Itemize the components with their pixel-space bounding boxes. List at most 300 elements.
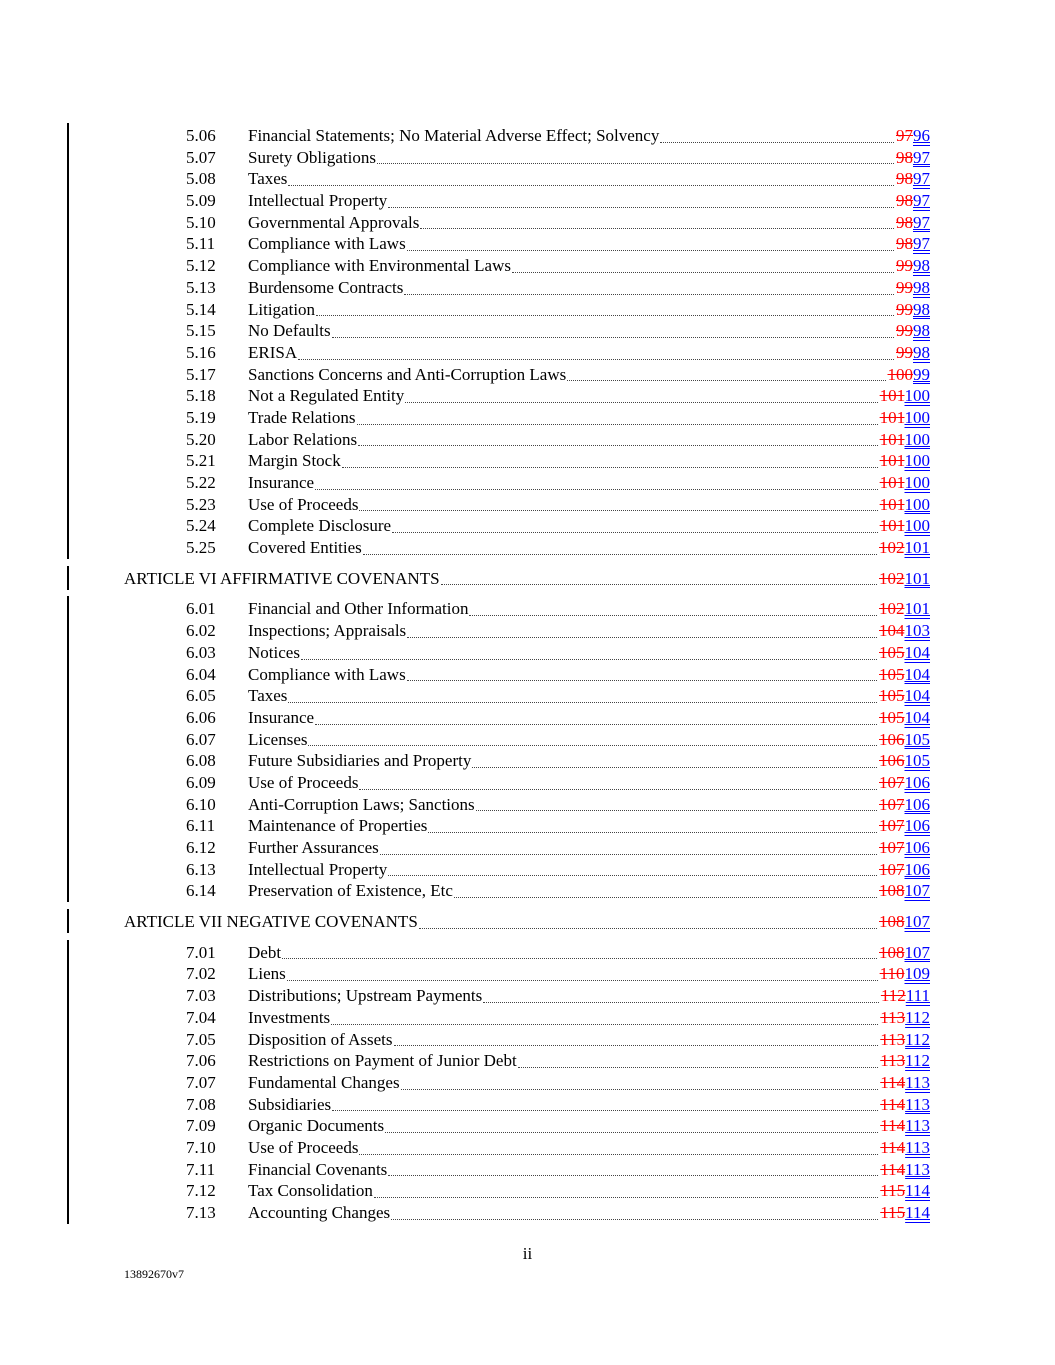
page-reference — [880, 1050, 930, 1072]
section-title: Labor Relations — [248, 429, 358, 449]
dot-leader — [419, 927, 877, 929]
dot-leader — [407, 249, 894, 251]
section-number: 7.10 — [186, 1137, 216, 1157]
toc-line — [248, 664, 930, 686]
inserted-page-number[interactable]: 106 — [904, 794, 930, 814]
toc-line — [248, 729, 930, 751]
inserted-page-number[interactable]: 100 — [904, 494, 930, 514]
deleted-page-number: 104 — [879, 621, 905, 641]
page-reference — [896, 299, 930, 321]
inserted-page-number[interactable]: 113 — [905, 1094, 930, 1114]
inserted-page-number[interactable]: 100 — [904, 407, 930, 427]
deleted-page-number: 106 — [879, 729, 905, 749]
deleted-page-number: 105 — [879, 642, 905, 662]
toc-line — [248, 385, 930, 407]
section-title: ARTICLE VII NEGATIVE COVENANTS — [124, 912, 418, 932]
inserted-page-number[interactable]: 98 — [913, 277, 930, 297]
inserted-page-number[interactable]: 98 — [913, 299, 930, 319]
dot-leader — [374, 1196, 878, 1198]
inserted-page-number[interactable]: 100 — [904, 386, 930, 406]
deleted-page-number: 108 — [879, 881, 905, 901]
inserted-page-number[interactable]: 114 — [905, 1181, 930, 1201]
toc-line — [248, 837, 930, 859]
toc-line — [248, 255, 930, 277]
inserted-page-number[interactable]: 104 — [904, 642, 930, 662]
section-number: 7.02 — [186, 964, 216, 984]
page-reference — [879, 707, 930, 729]
section-number: 6.05 — [186, 686, 216, 706]
section-title: Complete Disclosure — [248, 516, 392, 536]
deleted-page-number: 99 — [896, 299, 913, 319]
deleted-page-number: 100 — [887, 364, 913, 384]
toc-line — [248, 429, 930, 451]
toc-line — [248, 1094, 930, 1116]
inserted-page-number[interactable]: 107 — [904, 881, 930, 901]
section-title: Distributions; Upstream Payments — [248, 986, 483, 1006]
section-title: Compliance with Environmental Laws — [248, 256, 511, 276]
deleted-page-number: 98 — [896, 169, 913, 189]
inserted-page-number[interactable]: 104 — [904, 686, 930, 706]
toc-entry — [0, 859, 1055, 881]
inserted-page-number[interactable]: 96 — [913, 126, 930, 145]
deleted-page-number: 114 — [880, 1137, 906, 1157]
inserted-page-number[interactable]: 103 — [904, 621, 930, 641]
dot-leader — [405, 401, 877, 403]
toc-entry — [0, 963, 1055, 985]
toc-entry — [0, 364, 1055, 386]
toc-line — [248, 642, 930, 664]
toc-entry — [0, 233, 1055, 255]
toc-entry — [0, 985, 1055, 1007]
section-title: Margin Stock — [248, 451, 341, 471]
deleted-page-number: 107 — [879, 838, 905, 857]
dot-leader — [407, 636, 877, 638]
dot-leader — [388, 206, 894, 208]
inserted-page-number[interactable]: 98 — [913, 321, 930, 341]
toc-entry — [0, 407, 1055, 429]
inserted-page-number[interactable]: 97 — [913, 147, 930, 167]
section-number: 5.07 — [186, 147, 216, 167]
deleted-page-number: 102 — [879, 538, 905, 558]
revision-change-bar — [67, 123, 69, 559]
inserted-page-number[interactable]: 105 — [904, 751, 930, 771]
toc-entry — [0, 125, 1055, 147]
section-title: Tax Consolidation — [248, 1181, 373, 1201]
section-title: Intellectual Property — [248, 191, 388, 211]
toc-line — [248, 942, 930, 964]
toc-line — [248, 794, 930, 816]
page-reference — [896, 190, 930, 212]
toc-entry — [0, 212, 1055, 234]
section-title: Debt — [248, 942, 282, 962]
page-reference — [879, 729, 930, 751]
section-title: Maintenance of Properties — [248, 816, 428, 836]
deleted-page-number: 115 — [880, 1181, 906, 1201]
section-title: Licenses — [248, 729, 308, 749]
toc-line — [248, 190, 930, 212]
deleted-page-number: 113 — [880, 1029, 906, 1049]
table-of-contents — [0, 125, 1055, 1224]
section-title: Use of Proceeds — [248, 772, 359, 792]
inserted-page-number[interactable]: 112 — [905, 1051, 930, 1071]
page-reference — [880, 1029, 930, 1051]
deleted-page-number: 113 — [880, 1007, 906, 1027]
section-number: 7.13 — [186, 1203, 216, 1222]
toc-line — [248, 1202, 930, 1224]
page-reference — [879, 815, 930, 837]
toc-line — [124, 911, 930, 933]
inserted-page-number[interactable]: 97 — [913, 191, 930, 211]
page-reference — [880, 1007, 930, 1029]
dot-leader — [428, 831, 877, 833]
toc-line — [248, 320, 930, 342]
section-number: 5.20 — [186, 429, 216, 449]
inserted-page-number[interactable]: 113 — [905, 1116, 930, 1136]
section-title: Investments — [248, 1007, 331, 1027]
section-title: Restrictions on Payment of Junior Debt — [248, 1051, 517, 1071]
deleted-page-number: 105 — [879, 686, 905, 706]
dot-leader — [308, 744, 877, 746]
dot-leader — [388, 1174, 878, 1176]
toc-line — [248, 1159, 930, 1181]
section-title: Further Assurances — [248, 838, 379, 857]
toc-line — [248, 1180, 930, 1202]
deleted-page-number: 102 — [879, 568, 905, 588]
deleted-page-number: 101 — [879, 429, 905, 449]
page-reference — [880, 1159, 930, 1181]
page-reference — [879, 750, 930, 772]
inserted-page-number[interactable]: 97 — [913, 234, 930, 254]
section-number: 5.22 — [186, 473, 216, 492]
dot-leader — [359, 509, 877, 511]
toc-entry — [0, 1094, 1055, 1116]
inserted-page-number[interactable]: 111 — [905, 986, 930, 1006]
toc-article-heading — [0, 911, 1055, 933]
page-reference — [879, 837, 930, 859]
section-number: 7.08 — [186, 1094, 216, 1114]
dot-leader — [332, 336, 894, 338]
dot-leader — [301, 658, 877, 660]
toc-entry — [0, 1137, 1055, 1159]
toc-entry — [0, 772, 1055, 794]
page-reference — [880, 1137, 930, 1159]
page-reference — [896, 277, 930, 299]
section-number: 6.08 — [186, 751, 216, 771]
section-number: 5.24 — [186, 516, 216, 536]
page-reference — [896, 320, 930, 342]
deleted-page-number: 101 — [879, 451, 905, 471]
toc-line — [248, 1072, 930, 1094]
toc-entry — [0, 1007, 1055, 1029]
toc-entry — [0, 450, 1055, 472]
inserted-page-number[interactable]: 113 — [905, 1072, 930, 1092]
page-reference — [879, 880, 930, 902]
section-title: Covered Entities — [248, 538, 362, 558]
dot-leader — [407, 679, 877, 681]
section-number: 7.05 — [186, 1029, 216, 1049]
dot-leader — [567, 379, 885, 381]
section-number: 5.09 — [186, 191, 216, 211]
dot-leader — [298, 358, 894, 360]
page-reference — [881, 985, 930, 1007]
toc-line — [248, 212, 930, 234]
deleted-page-number: 108 — [879, 912, 905, 932]
inserted-page-number[interactable]: 100 — [904, 473, 930, 492]
section-title: Subsidiaries — [248, 1094, 332, 1114]
inserted-page-number[interactable]: 106 — [904, 859, 930, 879]
dot-leader — [380, 853, 877, 855]
section-title: Fundamental Changes — [248, 1072, 400, 1092]
page-reference — [879, 942, 930, 964]
inserted-page-number[interactable]: 101 — [904, 538, 930, 558]
toc-entry — [0, 598, 1055, 620]
toc-line — [248, 407, 930, 429]
section-number: 5.08 — [186, 169, 216, 189]
toc-entry — [0, 620, 1055, 642]
section-number: 7.01 — [186, 942, 216, 962]
page-reference — [896, 125, 930, 147]
inserted-page-number[interactable]: 100 — [904, 429, 930, 449]
deleted-page-number: 114 — [880, 1072, 906, 1092]
deleted-page-number: 101 — [879, 494, 905, 514]
dot-leader — [342, 466, 878, 468]
section-number: 7.12 — [186, 1181, 216, 1201]
deleted-page-number: 101 — [879, 473, 905, 492]
deleted-page-number: 113 — [880, 1051, 906, 1071]
deleted-page-number: 98 — [896, 234, 913, 254]
toc-entry — [0, 147, 1055, 169]
deleted-page-number: 98 — [896, 147, 913, 167]
dot-leader — [392, 531, 878, 533]
page-reference — [879, 911, 930, 933]
section-number: 6.07 — [186, 729, 216, 749]
deleted-page-number: 108 — [879, 942, 905, 962]
toc-entry — [0, 642, 1055, 664]
inserted-page-number[interactable]: 98 — [913, 342, 930, 362]
section-title: Anti-Corruption Laws; Sanctions — [248, 794, 475, 814]
dot-leader — [315, 723, 877, 725]
section-number: 5.10 — [186, 212, 216, 232]
section-number: 5.06 — [186, 126, 216, 145]
section-number: 6.12 — [186, 838, 216, 857]
inserted-page-number[interactable]: 106 — [904, 772, 930, 792]
dot-leader — [363, 553, 877, 555]
page-reference — [880, 407, 930, 429]
section-title: Taxes — [248, 686, 288, 706]
section-title: Liens — [248, 964, 286, 984]
section-number: 5.14 — [186, 299, 216, 319]
section-title: Financial Covenants — [248, 1159, 388, 1179]
page-reference — [879, 642, 930, 664]
page-reference — [896, 255, 930, 277]
section-number: 7.11 — [186, 1159, 216, 1179]
inserted-page-number[interactable]: 109 — [904, 964, 930, 984]
toc-line — [248, 472, 930, 494]
inserted-page-number[interactable]: 113 — [905, 1137, 930, 1157]
section-number: 5.11 — [186, 234, 216, 254]
deleted-page-number: 99 — [896, 342, 913, 362]
dot-leader — [282, 957, 877, 959]
deleted-page-number: 107 — [879, 859, 905, 879]
dot-leader — [358, 444, 878, 446]
page-reference — [896, 168, 930, 190]
dot-leader — [316, 314, 894, 316]
section-number: 5.13 — [186, 277, 216, 297]
inserted-page-number[interactable]: 101 — [904, 568, 930, 588]
section-title: Use of Proceeds — [248, 494, 359, 514]
toc-entry — [0, 707, 1055, 729]
toc-entry — [0, 942, 1055, 964]
section-number: 6.14 — [186, 881, 216, 901]
page-reference — [879, 772, 930, 794]
section-number: 5.15 — [186, 321, 216, 341]
inserted-page-number[interactable]: 112 — [905, 1029, 930, 1049]
inserted-page-number[interactable]: 105 — [904, 729, 930, 749]
section-title: Financial and Other Information — [248, 599, 469, 619]
toc-line — [248, 1007, 930, 1029]
page-reference — [880, 1115, 930, 1137]
page-reference — [880, 429, 930, 451]
inserted-page-number[interactable]: 104 — [904, 707, 930, 727]
page-reference — [896, 147, 930, 169]
section-title: Use of Proceeds — [248, 1137, 359, 1157]
inserted-page-number[interactable]: 99 — [913, 364, 930, 384]
inserted-page-number[interactable]: 97 — [913, 169, 930, 189]
dot-leader — [512, 271, 894, 273]
page-reference — [888, 364, 931, 386]
dot-leader — [331, 1023, 878, 1025]
inserted-page-number[interactable]: 114 — [905, 1203, 930, 1222]
revision-change-bar — [67, 940, 69, 1224]
inserted-page-number[interactable]: 100 — [904, 516, 930, 536]
dot-leader — [359, 1153, 878, 1155]
dot-leader — [359, 788, 877, 790]
section-number: 6.09 — [186, 772, 216, 792]
section-number: 5.18 — [186, 386, 216, 406]
section-number: 6.04 — [186, 664, 216, 684]
page-reference — [880, 472, 930, 494]
section-title: Intellectual Property — [248, 859, 388, 879]
dot-leader — [404, 293, 894, 295]
dot-leader — [377, 162, 894, 164]
dot-leader — [391, 1218, 878, 1220]
section-number: 6.11 — [186, 816, 216, 836]
section-number: 5.17 — [186, 364, 216, 384]
toc-entry — [0, 299, 1055, 321]
section-number: 7.03 — [186, 986, 216, 1006]
document-id: 13892670v7 — [124, 1267, 184, 1281]
toc-line — [248, 1029, 930, 1051]
deleted-page-number: 110 — [879, 964, 905, 984]
page-reference — [880, 1094, 930, 1116]
page-reference — [879, 664, 930, 686]
toc-line — [248, 750, 930, 772]
section-title: Sanctions Concerns and Anti-Corruption Laws — [248, 364, 567, 384]
toc-entry — [0, 1180, 1055, 1202]
deleted-page-number: 101 — [879, 407, 905, 427]
dot-leader — [332, 1109, 878, 1111]
page-reference — [896, 342, 930, 364]
inserted-page-number[interactable]: 104 — [904, 664, 930, 684]
page-reference — [879, 685, 930, 707]
page-reference — [879, 537, 930, 559]
section-title: Insurance — [248, 473, 315, 492]
inserted-page-number[interactable]: 97 — [913, 212, 930, 232]
toc-entry — [0, 320, 1055, 342]
toc-entry — [0, 880, 1055, 902]
inserted-page-number[interactable]: 107 — [904, 912, 930, 932]
toc-line — [248, 985, 930, 1007]
toc-entry — [0, 515, 1055, 537]
section-title: Compliance with Laws — [248, 664, 406, 684]
toc-line — [248, 494, 930, 516]
dot-leader — [476, 809, 877, 811]
toc-entry — [0, 1202, 1055, 1224]
toc-entry — [0, 685, 1055, 707]
page-reference — [880, 494, 930, 516]
toc-line — [248, 880, 930, 902]
inserted-page-number[interactable]: 98 — [913, 256, 930, 276]
dot-leader — [288, 701, 877, 703]
dot-leader — [483, 1001, 879, 1003]
section-number: 7.07 — [186, 1072, 216, 1092]
section-number: 5.12 — [186, 256, 216, 276]
page-reference — [880, 450, 930, 472]
page-reference — [880, 1202, 930, 1224]
dot-leader — [401, 1088, 879, 1090]
toc-line — [248, 450, 930, 472]
inserted-page-number[interactable]: 112 — [905, 1007, 930, 1027]
dot-leader — [315, 488, 878, 490]
toc-line — [248, 233, 930, 255]
inserted-page-number[interactable]: 100 — [904, 451, 930, 471]
dot-leader — [394, 1044, 879, 1046]
deleted-page-number: 99 — [896, 256, 913, 276]
toc-line — [248, 168, 930, 190]
toc-line — [248, 125, 930, 147]
inserted-page-number[interactable]: 106 — [904, 838, 930, 857]
section-title: Accounting Changes — [248, 1203, 391, 1222]
inserted-page-number[interactable]: 101 — [904, 599, 930, 619]
toc-entry — [0, 255, 1055, 277]
toc-entry — [0, 190, 1055, 212]
dot-leader — [518, 1066, 879, 1068]
dot-leader — [660, 141, 894, 143]
deleted-page-number: 114 — [880, 1116, 906, 1136]
revision-change-bar — [67, 566, 69, 590]
toc-line — [248, 620, 930, 642]
deleted-page-number: 107 — [879, 816, 905, 836]
inserted-page-number[interactable]: 107 — [904, 942, 930, 962]
toc-entry — [0, 472, 1055, 494]
section-title: Surety Obligations — [248, 147, 376, 167]
revision-change-bar — [67, 909, 69, 933]
toc-line — [248, 515, 930, 537]
toc-entry — [0, 342, 1055, 364]
page-reference — [879, 598, 930, 620]
deleted-page-number: 107 — [879, 794, 905, 814]
toc-line — [248, 598, 930, 620]
section-title: Disposition of Assets — [248, 1029, 393, 1049]
dot-leader — [454, 896, 877, 898]
page-reference — [880, 385, 930, 407]
toc-line — [248, 537, 930, 559]
toc-line — [248, 277, 930, 299]
toc-article-heading — [0, 568, 1055, 590]
inserted-page-number[interactable]: 106 — [904, 816, 930, 836]
section-number: 7.04 — [186, 1007, 216, 1027]
inserted-page-number[interactable]: 113 — [905, 1159, 930, 1179]
